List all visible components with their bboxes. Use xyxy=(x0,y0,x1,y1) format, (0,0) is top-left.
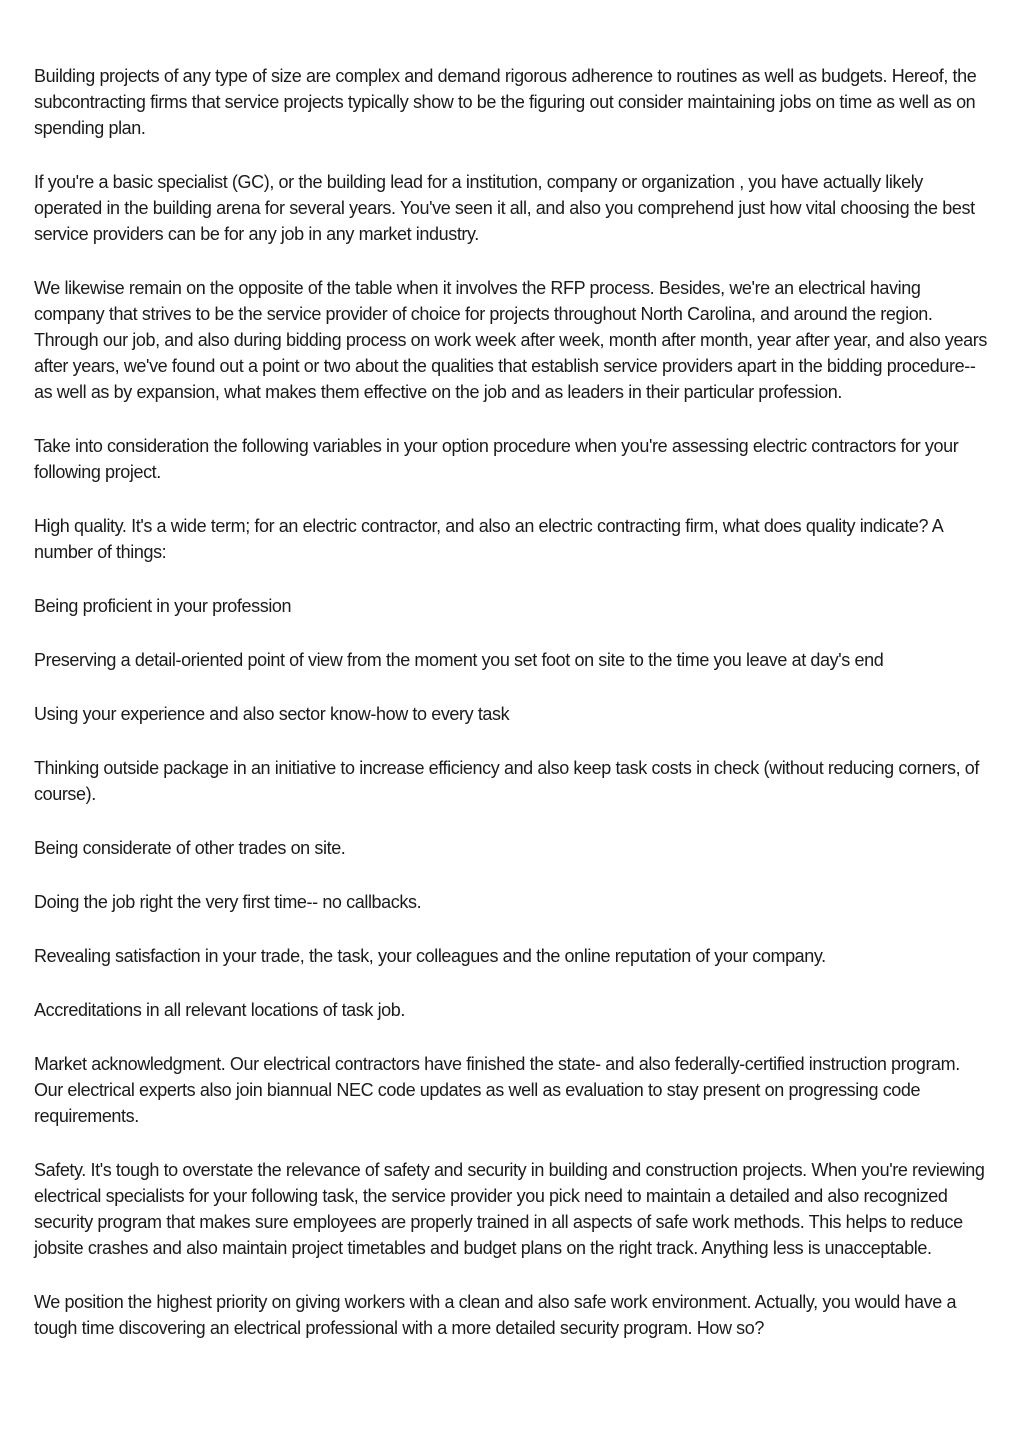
paragraph-work-environment: We position the highest priority on giving workers with a clean and also safe work environment. Actually, you would have a tough time discovering an electrical professional with a more detailed security program. How so? xyxy=(34,1292,957,1338)
quality-item-thinking-outside: Thinking outside package in an initiative to increase efficiency and also keep task costs in check (without reducing corners, of course). xyxy=(34,758,980,804)
paragraph-safety: Safety. It's tough to overstate the relevance of safety and security in building and construction projects. When you're reviewing electrical specialists for your following task, the service provider you pick need to maintain a detailed and also recognized security program that makes sure employees are properly trained in all aspects of safe work methods. This helps to reduce jobsite crashes and also maintain project timetables and budget plans on the right track. Anything less is unacceptable. xyxy=(34,1160,985,1258)
quality-item-no-callbacks: Doing the job right the very first time-- no callbacks. xyxy=(34,892,422,912)
quality-item-accreditations: Accreditations in all relevant locations of task job. xyxy=(34,1000,406,1020)
paragraph-high-quality: High quality. It's a wide term; for an electric contractor, and also an electric contracting firm, what does quality indicate? A number of things: xyxy=(34,516,943,562)
quality-item-experience: Using your experience and also sector know-how to every task xyxy=(34,704,510,724)
quality-item-proficiency: Being proficient in your profession xyxy=(34,596,292,616)
quality-item-considerate: Being considerate of other trades on site. xyxy=(34,838,346,858)
article-body xyxy=(34,63,992,1341)
paragraph-consideration: Take into consideration the following variables in your option procedure when you're assessing electric contractors for your following project. xyxy=(34,436,959,482)
quality-item-satisfaction: Revealing satisfaction in your trade, the task, your colleagues and the online reputation of your company. xyxy=(34,946,826,966)
quality-item-detail-oriented: Preserving a detail-oriented point of view from the moment you set foot on site to the time you leave at day's end xyxy=(34,650,884,670)
paragraph-rfp-process: We likewise remain on the opposite of the table when it involves the RFP process. Besides, we're an electrical having company that strives to be the service provider of choice for projects throughout North Carolina, and around the region. Through our job, and also during bidding process on work week after week, month after month, year after year, and also years after years, we've found out a point or two about the qualities that establish service providers apart in the bidding procedure-- as well as by expansion, what makes them effective on the job and as leaders in their particular profession. xyxy=(34,278,987,402)
paragraph-gc-experience: If you're a basic specialist (GC), or the building lead for a institution, company or organization , you have actually likely operated in the building arena for several years. You've seen it all, and also you comprehend just how vital choosing the best service providers can be for any job in any market industry. xyxy=(34,172,975,244)
paragraph-intro: Building projects of any type of size are complex and demand rigorous adherence to routines as well as budgets. Hereof, the subcontracting firms that service projects typically show to be the figuring out consider maintaining jobs on time as well as on spending plan. xyxy=(34,66,977,138)
paragraph-market-acknowledgment: Market acknowledgment. Our electrical contractors have finished the state- and also federally-certified instruction program. Our electrical experts also join biannual NEC code updates as well as evaluation to stay present on progressing code requirements. xyxy=(34,1054,960,1126)
